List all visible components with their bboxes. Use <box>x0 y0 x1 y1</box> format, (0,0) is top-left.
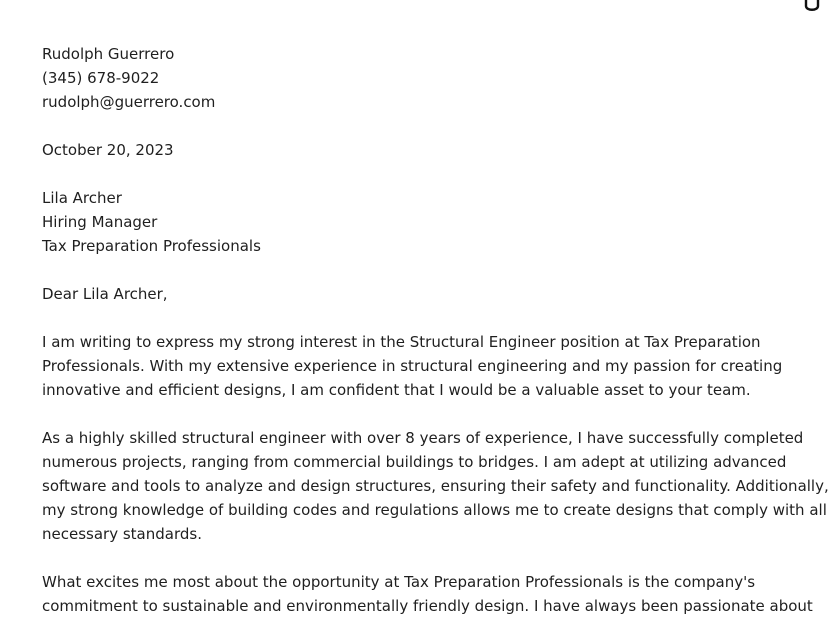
spacer <box>42 258 802 282</box>
body-paragraph-3 <box>42 570 813 618</box>
paragraph-line: my strong knowledge of building codes and regulations allows me to create designs that comply with all <box>42 501 827 519</box>
body-paragraph-1 <box>42 330 802 402</box>
recipient-title: Hiring Manager <box>42 213 158 231</box>
recipient-name: Lila Archer <box>42 189 122 207</box>
recipient-block <box>42 186 802 258</box>
body-paragraph-2 <box>42 426 829 546</box>
paragraph-line: innovative and efficient designs, I am confident that I would be a valuable asset to your team. <box>42 381 751 399</box>
letter-date: October 20, 2023 <box>42 141 174 159</box>
paragraph-line: Professionals. With my extensive experience in structural engineering and my passion for creating <box>42 357 783 375</box>
paragraph-line: I am writing to express my strong interest in the Structural Engineer position at Tax Preparation <box>42 333 761 351</box>
spacer <box>42 162 802 186</box>
spacer <box>42 402 802 426</box>
paragraph-line: commitment to sustainable and environmentally friendly design. I have always been passionate about <box>42 597 813 615</box>
paragraph-line: As a highly skilled structural engineer with over 8 years of experience, I have successfully completed <box>42 429 804 447</box>
paragraph-line: What excites me most about the opportunity at Tax Preparation Professionals is the company's <box>42 573 756 591</box>
sender-email: rudolph@guerrero.com <box>42 93 216 111</box>
paragraph-line: necessary standards. <box>42 525 202 543</box>
spacer <box>42 546 802 570</box>
paragraph-line: numerous projects, ranging from commercial buildings to bridges. I am adept at utilizing advanced <box>42 453 787 471</box>
sender-block <box>42 42 802 114</box>
spacer <box>42 114 802 138</box>
attachment-icon[interactable] <box>802 0 822 16</box>
recipient-company: Tax Preparation Professionals <box>42 237 261 255</box>
salutation: Dear Lila Archer, <box>42 285 168 303</box>
sender-name: Rudolph Guerrero <box>42 45 175 63</box>
paragraph-line: software and tools to analyze and design structures, ensuring their safety and functionality. Additionally, <box>42 477 829 495</box>
cover-letter <box>42 42 829 618</box>
spacer <box>42 306 802 330</box>
sender-phone: (345) 678-9022 <box>42 69 160 87</box>
